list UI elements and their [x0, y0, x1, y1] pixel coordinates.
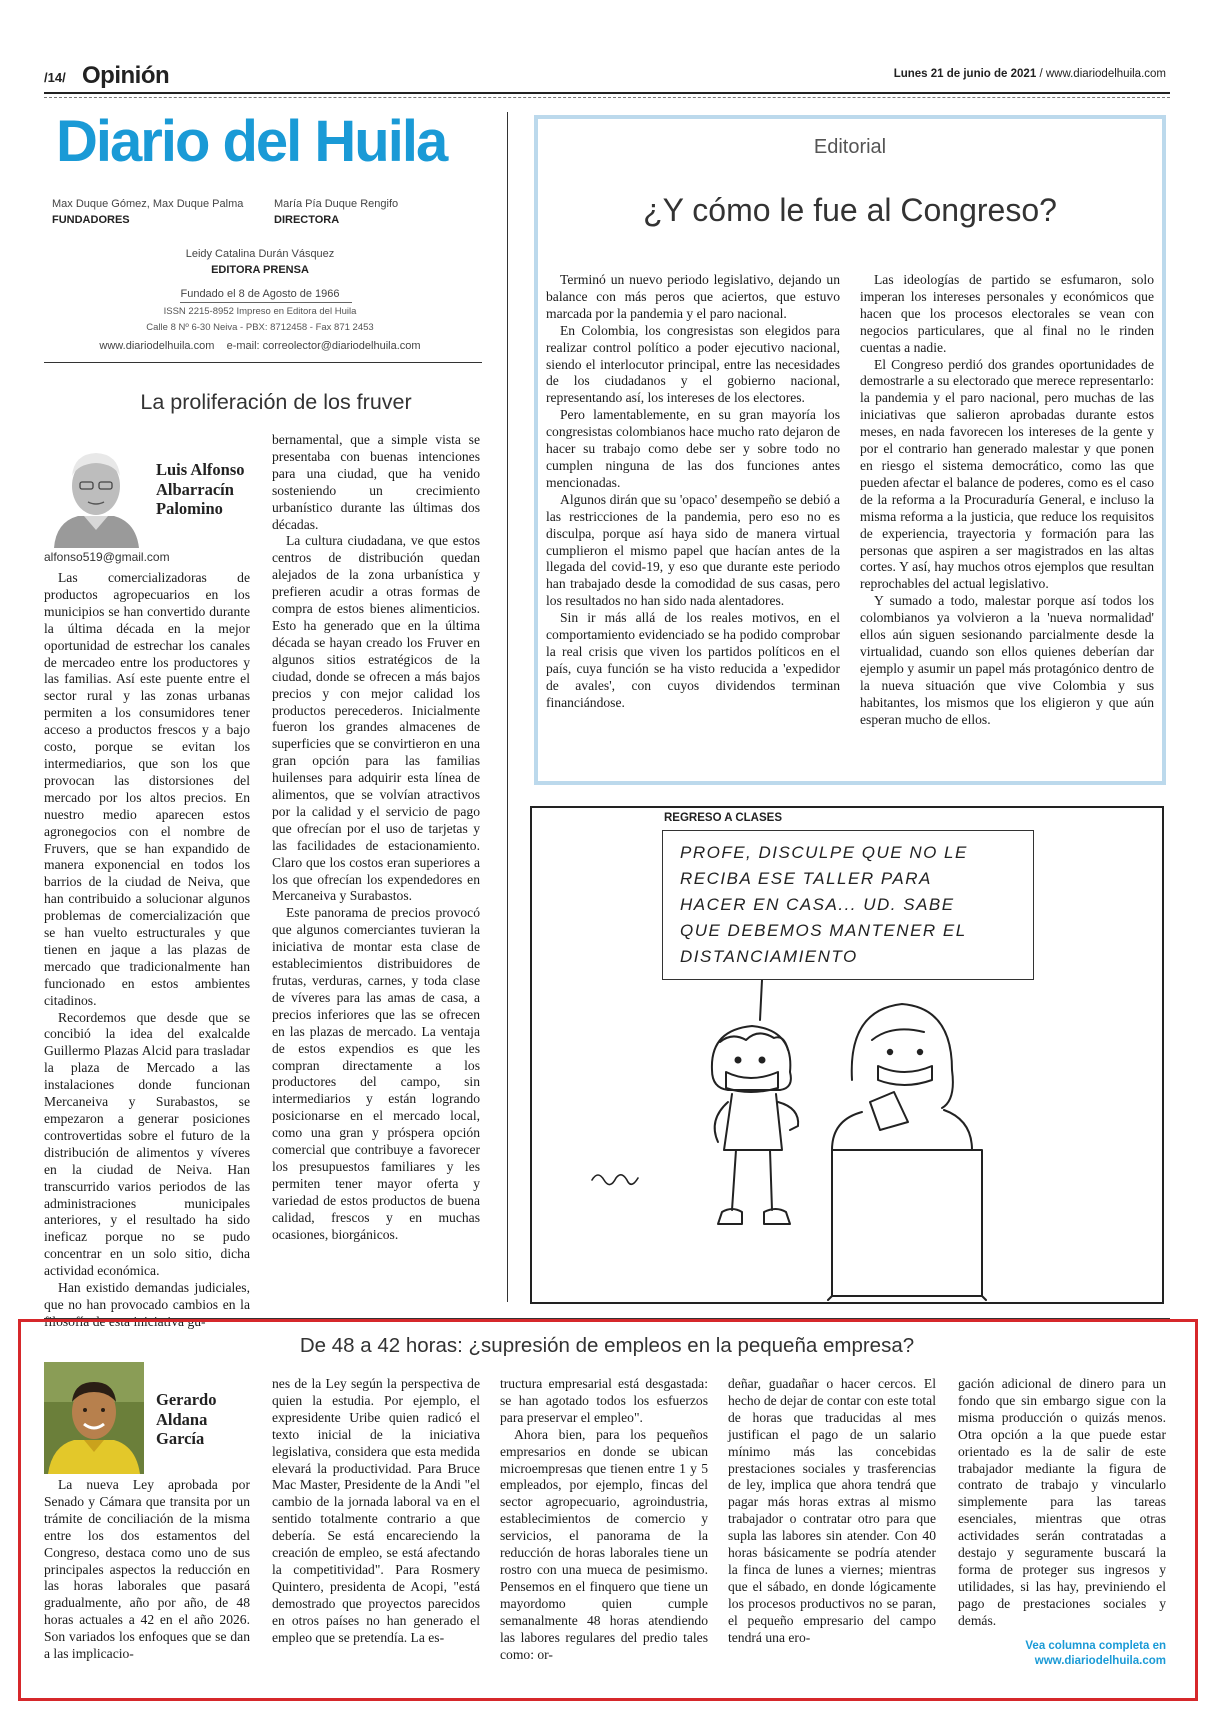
header-date-line — [894, 68, 1166, 80]
column1-col-b — [272, 432, 480, 1244]
masthead-logo: Diario del Huila — [56, 109, 447, 174]
editorial-paragraph: En Colombia, los congresistas son elegidos para realizar control político a poder ejecutivo nacional, siendo el interlocutor principal, entre las necesidades de los ciudadanos y el gobierno nacional, representando así, los intereses de los electores. — [546, 322, 840, 406]
editorial-label: Editorial — [813, 136, 887, 158]
column2-paragraph: nes de la Ley según la perspectiva de quien la estudia. Por ejemplo, el expresidente Uribe quien radicó el texto inicial de la iniciativa legislativa, considera que esta medida elevará la productividad. Para Bruce Mac Master, Presidente de la Andi "el cambio de la jornada laboral va en el sentido totalmente contrario a que debería. Se está encareciendo la creación de empleo, se está afectando la competitividad". Para Rosmery Quintero, presidenta de Acopi, "está demostrado que proyectos parecidos en otros países no han generado el empleo que se pretendía. La es- — [272, 1376, 480, 1645]
founders-names: Max Duque Gómez, Max Duque Palma — [52, 198, 244, 210]
editor-label: EDITORA PRENSA — [211, 264, 309, 276]
column1-paragraph: Recordemos que desde que se concibió la idea del exalcalde Guillermo Plazas Alcid para trasladar la plaza de Mercado a las instalaciones donde funcionan Mercaneiva y Surabastos, se empezaron a generar posiciones controvertidas sobre el futuro de la distribución de alimentos y víveres en la ciudad de Neiva. Han transcurrido varios periodos de las administraciones municipales anteriores, y el resultado ha sido ineficaz porque no se pudo concentrar en un solo sitio, dicha actividad económica. — [44, 1009, 250, 1279]
address-line: Calle 8 Nº 6-30 Neiva - PBX: 8712458 - Fax 871 2453 — [146, 322, 374, 333]
column1-paragraph: Este panorama de precios provocó que algunos comerciantes tuvieran la iniciativa de montar esta clase de establecimientos distribuidores de frutas, verduras, carnes, y toda clase de víveres para las amas de casa, a precios inferiores que las se ofrecen en las plazas de mercado. La ventaja de estos expendios es que les compran directamente a los productores del campo, sin intermediarios y están logrando posicionarse en el mercado local, como una gran y próspera opción comercial que contribuye a favorecer los presupuestos familiares y les permiten tener mayor oferta y variedad de estos productos de buena calidad, frescos y en muchas ocasiones, biorgánicos. — [272, 905, 480, 1242]
editorial-paragraph: Y sumado a todo, malestar porque así todos los colombianos ya volvieron a la 'nueva normalidad' ellos aún siguen sesionando parcialmente desde la virtualidad, cuando son ellos quienes deberían dar ejemplo y asumir un papel más protagónico dentro de la nueva situación que vive Colombia y sus habitantes, los mismos que los eligieron y que aún esperan mucho de ellos. — [860, 593, 1154, 727]
editorial-col-1 — [546, 272, 840, 712]
column1-author-name: Luis Alfonso Albarracín Palomino — [156, 460, 245, 518]
speech-line: RECIBA ESE TALLER PARA — [680, 869, 932, 888]
editor-name: Leidy Catalina Durán Vásquez — [185, 248, 335, 260]
header-rule-thin — [44, 97, 1170, 98]
column2-title: De 48 a 42 horas: ¿supresión de empleos en la pequeña empresa? — [299, 1334, 915, 1357]
speech-line: HACER EN CASA... UD. SABE — [680, 895, 955, 914]
center-divider — [507, 112, 508, 1302]
column2-col-b — [272, 1376, 480, 1647]
column1-title: La proliferación de los fruver — [140, 390, 412, 414]
founded-underline — [180, 302, 352, 303]
column2-author-name: Gerardo Aldana García — [156, 1390, 217, 1448]
editorial-paragraph: Algunos dirán que su 'opaco' desempeño se debió a las restricciones de la pandemia, pero eso no es disculpa, porque así haya sido de manera virtual cumplieron el mismo papel que hacían antes de la llegada del covid-19, y eso que durante este periodo han trabajado desde la comodidad de sus casas, pero los resultados no han sido nada alentadores. — [546, 491, 840, 609]
contact-line[interactable]: www.diariodelhuila.com e-mail: correolector@diariodelhuila.com — [99, 340, 421, 352]
column2-col-d — [728, 1376, 936, 1647]
cartoon-speech-text — [680, 840, 1030, 970]
header-site[interactable]: / www.diariodelhuila.com — [1039, 68, 1166, 80]
column1-email[interactable]: alfonso519@gmail.com — [44, 550, 170, 564]
editorial-title: ¿Y cómo le fue al Congreso? — [643, 192, 1057, 228]
column2-paragraph: La nueva Ley aprobada por Senado y Cámara que transita por un trámite de conciliación de la misma entre los dos estamentos del Congreso, destaca como uno de sus principales aspectos la reducción en las horas laborales que pasará gradualmente, año por año, de 48 horas actuales a 42 en el año 2026. Son variados los enfoques que se dan a las implicacio- — [44, 1477, 250, 1662]
column1-paragraph: bernamental, que a simple vista se presentaba con buenas intenciones para una ciudad, que ha venido sosteniendo un crecimiento urbanístico durante las últimas dos décadas. — [272, 432, 480, 532]
editorial-paragraph: Pero lamentablemente, en su gran mayoría los congresistas colombianos hace mucho rato dejaron de hacer su trabajo como debe ser y sobre todo no cumplen ninguna de las dos funciones antes mencionadas. — [546, 407, 840, 490]
column1-col-a — [44, 570, 250, 1331]
column2-paragraph: tructura empresarial está desgastada: se han agotado todos los esfuerzos para preservar el empleo". — [500, 1376, 708, 1425]
editorial-paragraph: El Congreso perdió dos grandes oportunidades de demostrarle a su electorado que merece representarlo: la pandemia y el paro nacional, pero muchas de las iniciativas que salieron aprobadas durante estos meses, en nada favorecen los intereses de la gente y por el contrario han generado malestar y que ponen en riesgo el sistema democrático, como las que pueden afectar el balance de poderes, como es el caso de la reforma a la Procuraduría General, e incluso la misma reforma a la justicia, que reduce los requisitos de experiencia, trayectoria y formación para las personas que aspiren a ser magistrados en las altas cortes. Y así, hay muchos otros ejemplos que resultan reprochables del actual legislativo. — [860, 356, 1154, 592]
page-number: /14/ — [44, 70, 66, 85]
column1-paragraph: La cultura ciudadana, ve que estos centros de distribución quedan alejados de la zona urbanística y prefieren acudir a otras formas de compra de estos bienes alimenticios. Esto ha generado que en la última década se hayan creado los Fruver en algunos sitios estratégicos de la ciudad, donde se ofrecen a más bajos precios y con mejor calidad los productos perecederos. Inicialmente fueron los grandes almacenes de superficies que se convirtieron en una gran opción para las familias huilenses para adquirir esta línea de alimentos, que se volvían atractivos por la calidad y el servicio de pago que ofrecían por el uso de tarjetas y las facilidades de estacionamiento. Claro que los costos eran superiores a los que ofrecían los expendedores en Mercaneiva y Surabastos. — [272, 533, 480, 904]
read-more-link[interactable]: www.diariodelhuila.com — [1034, 1655, 1166, 1667]
column2-col-a — [44, 1477, 250, 1663]
column1-paragraph: Las comercializadoras de productos agropecuarios en los municipios se han convertido durante la última década en la mejor oportunidad de estrechar los canales de mercadeo entre los productores y las familias. Así este puente entre el sector rural y las zonas urbanas permiten a los consumidores tener acceso a productos frescos y a bajo costo, porque se evitan los intermediarios, que son los que provocan las distorsiones del mercado por los altos precios. En nuestro medio aparecen estos agronegocios con el nombre de Fruvers, que se han expandido de manera exponencial en todos los barrios de la ciudad de Neiva, que han contribuido a solucionar algunos problemas de comercialización que se han vuelto estructurales y que tienen en jaque a las plazas de mercado que tradicionalmente han funcionado en estos ambientes citadinos. — [44, 570, 250, 1008]
speech-line: DISTANCIAMIENTO — [680, 947, 858, 966]
read-more-label: Vea columna completa en — [1025, 1640, 1166, 1652]
header-date: Lunes 21 de junio de 2021 — [893, 68, 1037, 80]
issn-line: ISSN 2215-8952 Impreso en Editora del Huila — [163, 306, 357, 317]
column2-paragraph: gación adicional de dinero para un fondo que sin embargo sigue con la misma producción o quizás menos. Otra opción a la que puede estar orientado es la de salir de este trabajador mediante la figura de contrato de trabajo y vincularlo simplemente para las tareas esenciales, mientras que otras actividades serán contratadas a destajo y seguramente buscará la forma de proteger sus ingresos y utilidades, si las hay, previniendo el pago de prestaciones sociales y demás. — [958, 1376, 1166, 1628]
column2-col-e — [958, 1376, 1166, 1630]
founded-line: Fundado el 8 de Agosto de 1966 — [180, 288, 340, 300]
column1-paragraph: Han existido demandas judiciales, que no han provocado cambios en la filosofía de esta iniciativa gu- — [44, 1280, 250, 1329]
section-title: Opinión — [82, 62, 170, 89]
editorial-paragraph: Terminó un nuevo periodo legislativo, dejando un balance con más peros que aciertos, que estuvo marcada por la pandemia y el paro nacional. — [546, 272, 840, 321]
column2-paragraph: deñar, guadañar o hacer cercos. El hecho de dejar de contar con este total de horas que traducidas al mes justifican el pago de un salario mínimo más las concebidas prestaciones sociales y trasferencias de ley, implica que ahora tendrá que pagar más horas extras al mismo trabajador o contratar otro para que supla las labores sin atender. Con 40 horas básicamente se podría atender la finca de lunes a viernes; mientras que el sábado, en donde lógicamente los procesos productivos no se paran, el pequeño empresario del campo tendrá una ero- — [728, 1376, 936, 1645]
column2-author-photo — [44, 1362, 144, 1474]
column1-author-photo — [44, 430, 147, 548]
speech-line: QUE DEBEMOS MANTENER EL — [680, 921, 967, 940]
cartoon-label: REGRESO A CLASES — [664, 812, 782, 824]
editorial-paragraph: Sin ir más allá de los reales motivos, en el comportamiento evidenciado se ha podido comprobar la real crisis que viven los partidos políticos en el país, cuya función se ha visto reducida a 'expedidor de avales', con cuyos dividendos terminan financiándose. — [546, 610, 840, 710]
director-name: María Pía Duque Rengifo — [274, 198, 399, 210]
header-rule — [44, 92, 1170, 94]
editorial-paragraph: Las ideologías de partido se esfumaron, solo imperan los intereses personales y económicos que hacen que los procesos electorales se vean con negocios particulares, que al final no le rinden cuentas a nadie. — [860, 272, 1154, 355]
director-label: DIRECTORA — [274, 214, 340, 226]
masthead-rule — [44, 362, 482, 363]
column2-col-c — [500, 1376, 708, 1663]
founders-label: FUNDADORES — [52, 214, 130, 226]
editorial-col-2 — [860, 272, 1154, 728]
column2-paragraph: Ahora bien, para los pequeños empresarios en donde se ubican microempresas que tienen entre 1 y 5 empleados, por ejemplo, fincas del sector agropecuario, agroindustria, establecimientos de comercio y servicios, el panorama de la reducción de horas laborales tiene un rostro con una mueca de pesimismo. Pensemos en el finquero que tiene un mayordomo quien cumple semanalmente 48 horas atendiendo las labores regulares del predio tales como: or- — [500, 1426, 708, 1662]
cartoon-drawing — [532, 980, 1162, 1302]
speech-line: PROFE, DISCULPE QUE NO LE — [680, 843, 968, 862]
